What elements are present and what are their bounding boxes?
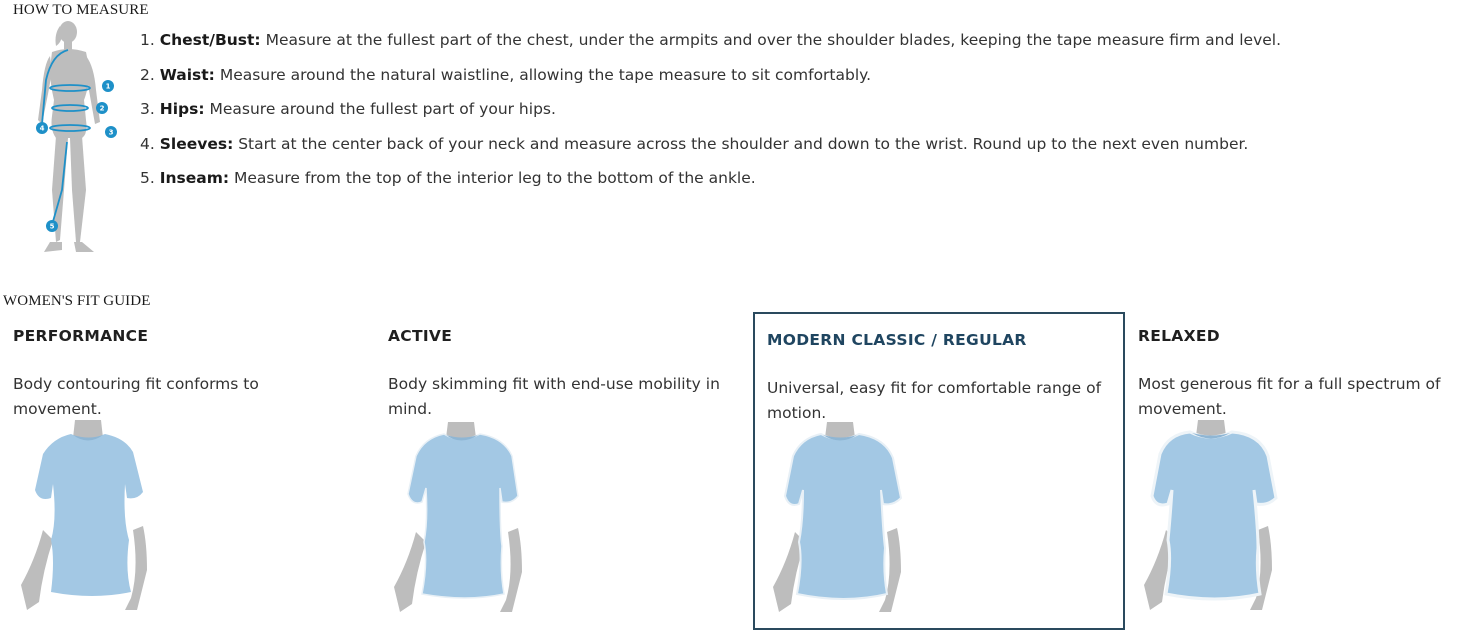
- marker-2-label: 2: [99, 104, 105, 113]
- active-shirt-illustration: [388, 422, 538, 612]
- womens-fit-guide-title: WOMEN'S FIT GUIDE: [3, 293, 151, 309]
- how-to-measure-title: HOW TO MEASURE: [13, 2, 149, 18]
- fit-name: MODERN CLASSIC / REGULAR: [767, 331, 1027, 349]
- step-inseam: 5. Inseam: Measure from the top of the interior leg to the bottom of the ankle.: [140, 169, 756, 188]
- fit-name: RELAXED: [1138, 327, 1220, 345]
- measurement-steps-list: [140, 28, 1281, 201]
- relaxed-shirt-illustration: [1138, 420, 1288, 610]
- fit-option-performance[interactable]: [13, 312, 373, 634]
- marker-5-label: 5: [49, 222, 55, 231]
- marker-3-label: 3: [108, 128, 114, 137]
- fit-option-modern-classic-regular[interactable]: [753, 312, 1125, 630]
- measurement-figure-illustration: [10, 20, 125, 265]
- marker-4-label: 4: [39, 124, 45, 133]
- fit-description: Body contouring fit conforms to movement.: [13, 375, 259, 418]
- step-sleeves: 4. Sleeves: Start at the center back of your neck and measure across the shoulder and down to the wrist. Round up to the next even number.: [140, 134, 1249, 153]
- step-hips: 3. Hips: Measure around the fullest part of your hips.: [140, 100, 556, 119]
- performance-shirt-illustration: [13, 420, 163, 610]
- fit-option-relaxed[interactable]: [1138, 312, 1463, 634]
- fit-description: Universal, easy fit for comfortable range of motion.: [767, 379, 1102, 422]
- fit-name: ACTIVE: [388, 327, 453, 345]
- fit-name: PERFORMANCE: [13, 327, 149, 345]
- step-waist: 2. Waist: Measure around the natural waistline, allowing the tape measure to sit comfortably.: [140, 65, 872, 84]
- step-chest-bust: 1. Chest/Bust: Measure at the fullest part of the chest, under the armpits and over the shoulder blades, keeping the tape measure firm and level.: [140, 31, 1282, 49]
- fit-option-active[interactable]: [388, 312, 748, 634]
- fit-description: Most generous fit for a full spectrum of movement.: [1138, 375, 1441, 418]
- fit-description: Body skimming fit with end-use mobility in mind.: [388, 375, 720, 418]
- modern-classic-shirt-illustration: [767, 422, 917, 612]
- marker-1-label: 1: [105, 82, 111, 91]
